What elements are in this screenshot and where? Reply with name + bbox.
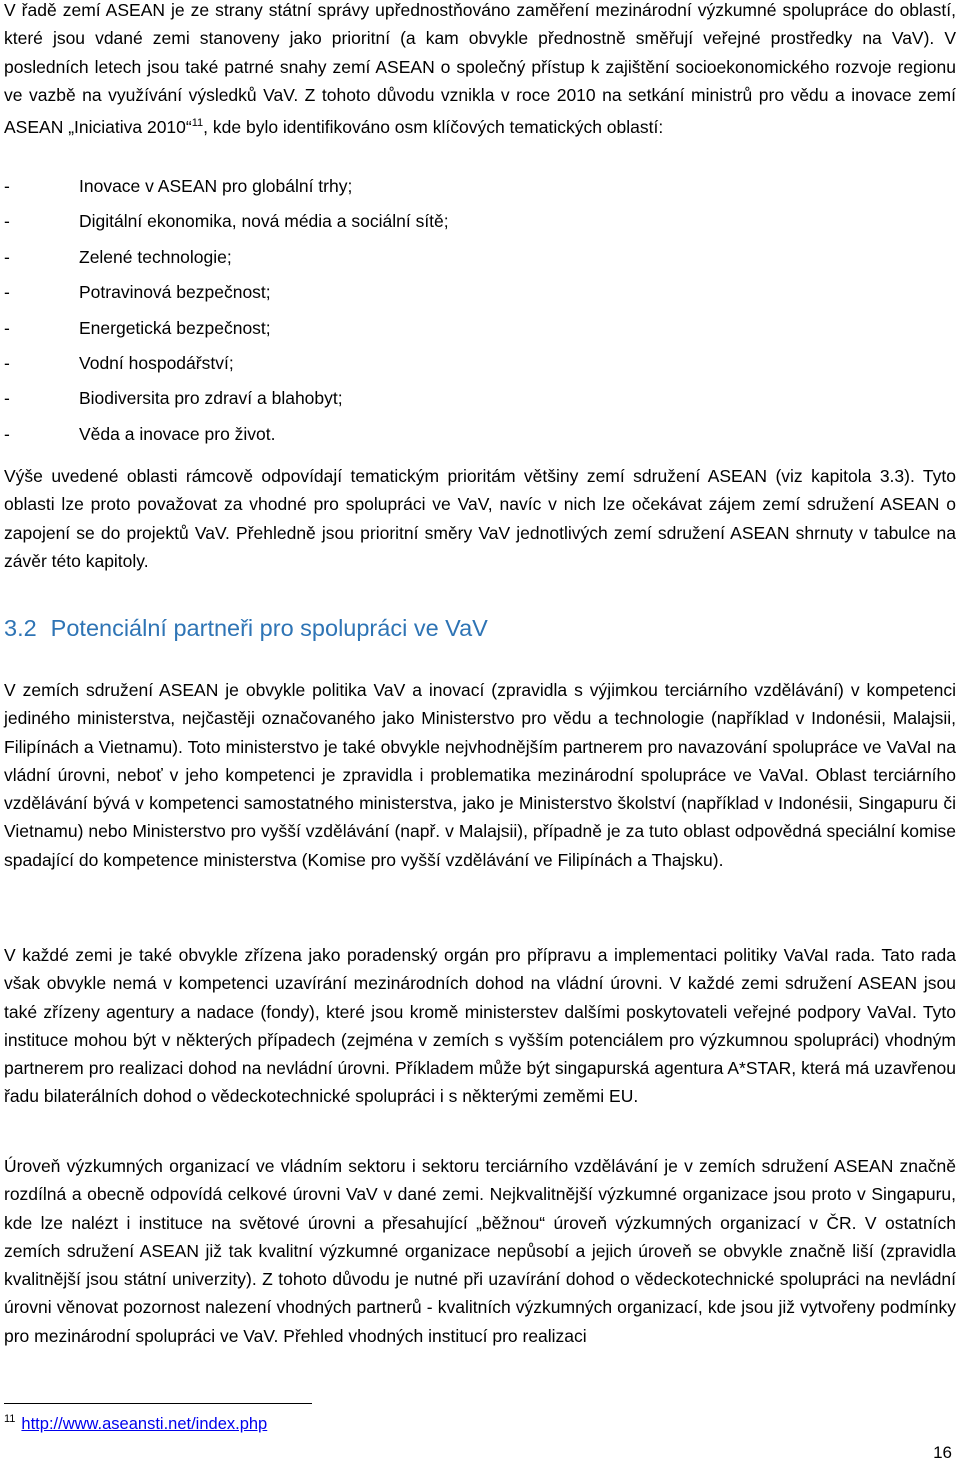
list-dash: - <box>4 282 10 303</box>
section-heading <box>4 615 488 642</box>
list-dash: - <box>4 352 10 373</box>
list-item-text: Vodní hospodářství; <box>79 352 234 373</box>
footnote-reference[interactable]: 11 <box>191 117 204 130</box>
paragraph-summary: Výše uvedené oblasti rámcově odpovídají tematickým prioritám většiny zemí sdružení ASEAN (viz kapitola 3.3). Tyto oblasti lze proto považovat za vhodné pro spolupráci ve VaV, navíc v nich lze očekávat zájem zemí sdružení ASEAN o zapojení se do projektů VaV. Přehledně jsou prioritní směry VaV jednotlivých zemí sdružení ASEAN shrnuty v tabulce na závěr této kapitoly. <box>4 466 956 571</box>
list-item-text: Energetická bezpečnost; <box>79 317 271 338</box>
footnote <box>4 1413 267 1434</box>
list-dash: - <box>4 176 10 196</box>
list-dash: - <box>4 211 10 232</box>
paragraph-intro-text: V řadě zemí ASEAN je ze strany státní správy upřednostňováno zaměření mezinárodní výzkumné spolupráce do oblastí, které jsou vdané zemi stanoveny jako prioritní (a kam obvykle přednostně směřují veřejné prostředky na VaV). V posledních letech jsou také patrné snahy zemí ASEAN o společný přístup k zajištění socioekonomického rozvoje regionu ve vazbě na využívání výsledků VaV. Z tohoto důvodu vznikla v roce 2010 na setkání ministrů pro vědu a inovace zemí ASEAN „Iniciativa 2010“ <box>4 0 956 138</box>
list-dash: - <box>4 388 10 409</box>
paragraph-intro-text-end: , kde bylo identifikováno osm klíčových tematických oblastí: <box>203 117 664 138</box>
list-item-text: Inovace v ASEAN pro globální trhy; <box>79 176 353 196</box>
paragraph-intro <box>4 0 956 141</box>
list-item-text: Biodiversita pro zdraví a blahobyt; <box>79 388 343 409</box>
footnote-separator <box>4 1403 312 1404</box>
list-item-text: Zelené technologie; <box>79 246 232 267</box>
list-item-text: Digitální ekonomika, nová média a sociální sítě; <box>79 211 449 232</box>
paragraph-councils: V každé zemi je také obvykle zřízena jako poradenský orgán pro přípravu a implementaci politiky VaVaI rada. Tato rada však obvykle nemá v kompetenci uzavírání mezinárodních dohod na vládní úrovni. V každé zemi sdružení ASEAN jsou také zřízeny agentury a nadace (fondy), které jsou kromě ministerstev dalšími poskytovateli veřejné podpory VaVaI. Tyto instituce mohou být v některých případech (zejména v zemích s vyšším potenciálem pro výzkumnou spolupráci) vhodným partnerem pro realizaci dohod na nevládní úrovni. Příkladem může být singapurská agentura A*STAR, která má uzavřenou řadu bilaterálních dohod o vědeckotechnické spolupráci i s některými zeměmi EU. <box>4 945 956 1107</box>
paragraph-ministries: V zemích sdružení ASEAN je obvykle politika VaV a inovací (zpravidla s výjimkou terciárního vzdělávání) v kompetenci jediného ministerstva, nejčastěji označovaného jako Ministerstvo pro vědu a technologie (například v Indonésii, Malajsii, Filipínách a Vietnamu). Toto ministerstvo je také obvykle nejvhodnějším partnerem pro navazování spolupráce ve VaVaI na vládní úrovni, neboť v jeho kompetenci je zpravidla i problematika mezinárodní spolupráce ve VaVaI. Oblast terciárního vzdělávání bývá v kompetenci samostatného ministerstva, jako je Ministerstvo školství (například v Indonésii, Singapuru či Vietnamu) nebo Ministerstvo pro vyšší vzdělávání (např. v Malajsii), případně je za tuto oblast odpovědná speciální komise spadající do kompetence ministerstva (Komise pro vyšší vzdělávání ve Filipínách a Thajsku). <box>4 680 956 870</box>
footnote-link[interactable]: http://www.aseansti.net/index.php <box>21 1415 268 1433</box>
list-item-text: Věda a inovace pro život. <box>79 423 276 444</box>
footnote-number: 11 <box>4 1413 16 1425</box>
page-number: 16 <box>933 1443 952 1462</box>
section-title: Potenciální partneři pro spolupráci ve VaV <box>50 615 488 641</box>
list-dash: - <box>4 246 10 267</box>
list-dash: - <box>4 423 10 444</box>
list-item-text: Potravinová bezpečnost; <box>79 282 271 303</box>
list-dash: - <box>4 317 10 338</box>
section-number: 3.2 <box>4 615 37 641</box>
paragraph-research-organizations: Úroveň výzkumných organizací ve vládním sektoru i sektoru terciárního vzdělávání je v zemích sdružení ASEAN značně rozdílná a obecně odpovídá celkové úrovni VaV v dané zemi. Nejkvalitnější výzkumné organizace jsou proto v Singapuru, kde lze nalézt i instituce na světové úrovni a přesahující „běžnou“ úroveň výzkumných organizací v ČR. V ostatních zemích sdružení ASEAN již tak kvalitní výzkumné organizace nepůsobí a jejich úroveň se obvykle značně liší (zpravidla kvalitnější jsou státní univerzity). Z tohoto důvodu je nutné při uzavírání dohod o vědeckotechnické spolupráci na nevládní úrovni věnovat pozornost nalezení vhodných partnerů - kvalitních výzkumných organizací, kde jsou již vytvořeny podmínky pro mezinárodní spolupráci ve VaV. Přehled vhodných institucí pro realizaci <box>4 1156 956 1346</box>
